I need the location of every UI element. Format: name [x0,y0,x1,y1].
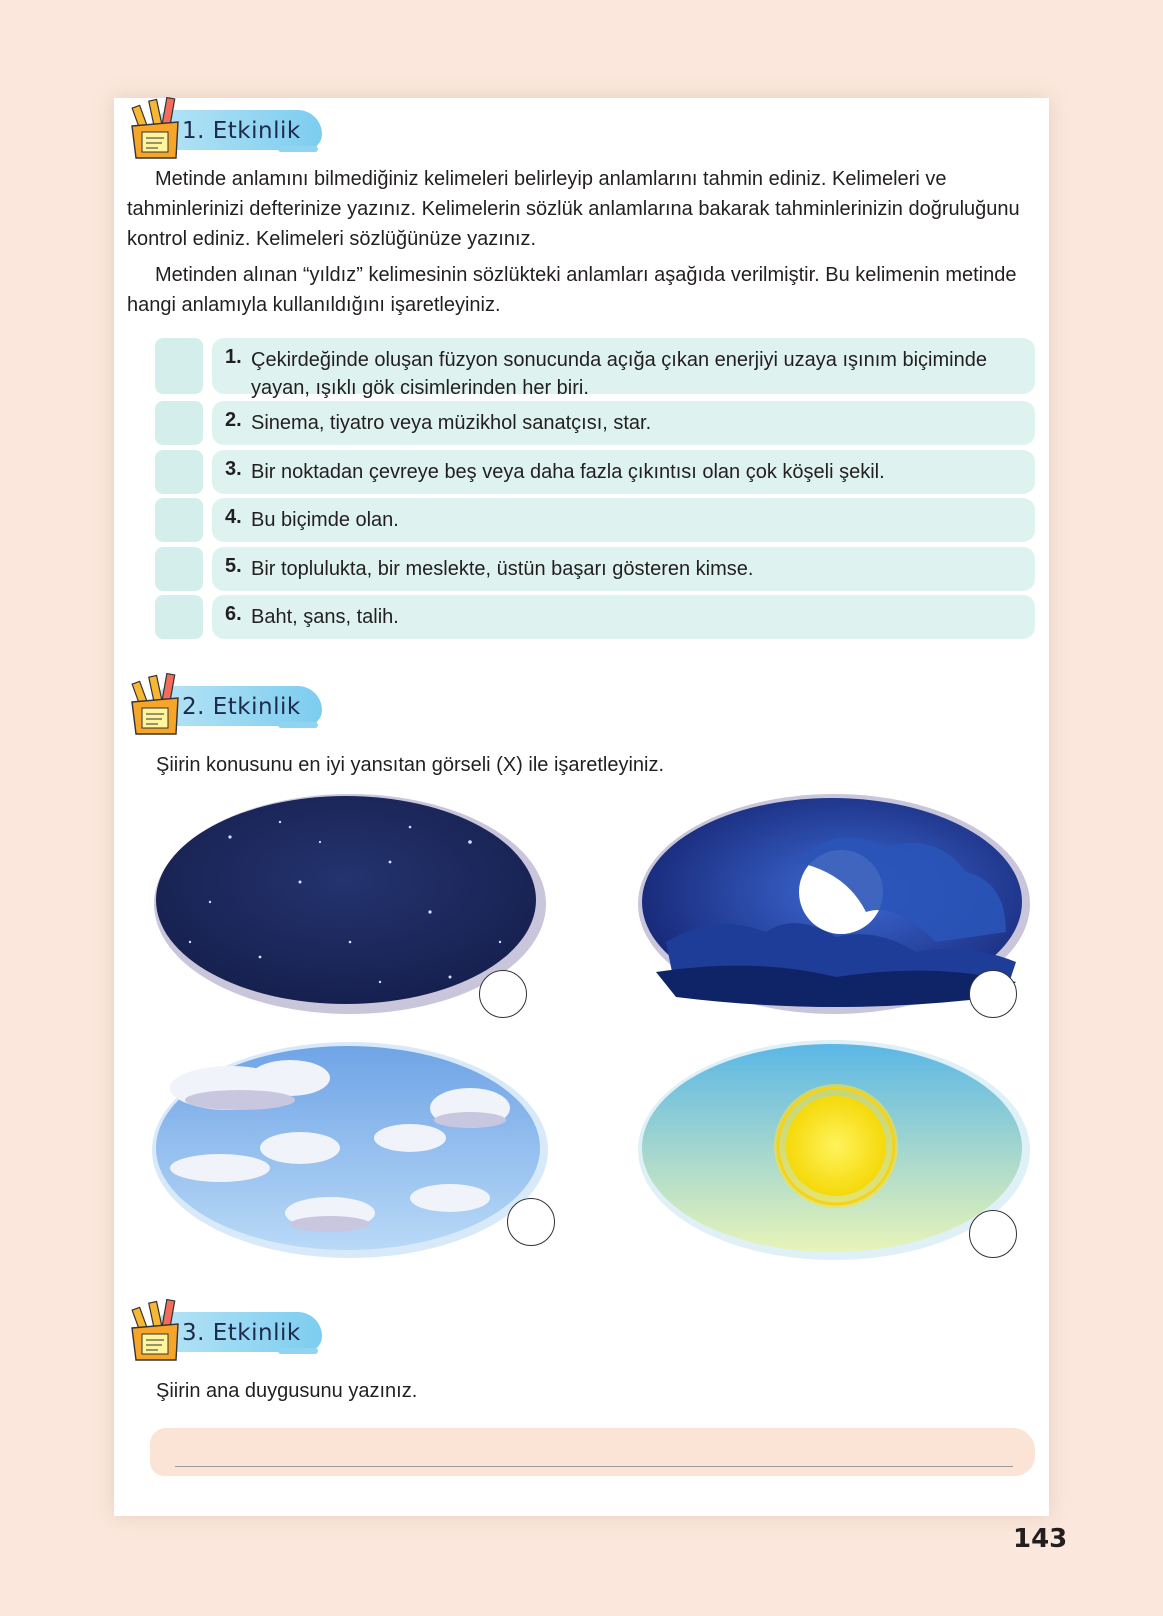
activity-1-header [128,96,328,162]
checkbox-3[interactable] [155,450,203,494]
activity-1-paragraph-2: Metinden alınan “yıldız” kelimesinin sözlükteki anlamları aşağıda verilmiştir. Bu kelimenin metinde hangi anlamıyla kullanıldığını işaretleyiniz. [127,264,1017,316]
meaning-row-6 [155,595,1035,639]
meaning-row-3 [155,450,1035,494]
meaning-row-4 [155,498,1035,542]
answer-circle-3[interactable] [507,1198,555,1246]
item-text: Bir toplulukta, bir meslekte, üstün başarı gösteren kimse. [251,558,754,580]
meaning-row-5 [155,547,1035,591]
item-text: Çekirdeğinde oluşan füzyon sonucunda açığa çıkan enerjiyi uzaya ışınım biçiminde yayan, ışıklı gök cisimlerinden her biri. [251,349,987,399]
checkbox-4[interactable] [155,498,203,542]
pencil-cup-icon [128,1298,188,1364]
answer-band [150,1428,1035,1476]
answer-circle-2[interactable] [969,970,1017,1018]
activity-2-title: 2. Etkinlik [182,694,301,720]
meaning-row-1 [155,338,1035,399]
banner-drops [278,1348,318,1354]
activity-1-title: 1. Etkinlik [182,118,301,144]
activity-3-instruction: Şiirin ana duygusunu yazınız. [156,1380,418,1402]
meaning-row-2 [155,401,1035,445]
page-number: 143 [1013,1524,1068,1554]
item-number: 1. [225,346,242,368]
answer-circle-1[interactable] [479,970,527,1018]
banner-drops [278,146,318,152]
item-text: Bir noktadan çevreye beş veya daha fazla çıkıntısı olan çok köşeli şekil. [251,461,885,483]
answer-circle-4[interactable] [969,1210,1017,1258]
day-clouds-image[interactable] [150,1038,560,1268]
item-text: Baht, şans, talih. [251,606,399,628]
item-number: 2. [225,409,242,431]
activity-2-header [128,672,328,738]
activity-2-instruction: Şiirin konusunu en iyi yansıtan görseli (X) ile işaretleyiniz. [156,754,665,776]
banner-drops [278,722,318,728]
item-text: Bu biçimde olan. [251,509,399,531]
pencil-cup-icon [128,672,188,738]
item-number: 6. [225,603,242,625]
item-number: 5. [225,555,242,577]
pencil-cup-icon [128,96,188,162]
answer-line[interactable] [175,1466,1013,1467]
activity-1-paragraph-1: Metinde anlamını bilmediğiniz kelimeleri belirleyip anlamlarını tahmin ediniz. Kelimeleri ve tahminlerinizi defterinize yazınız. Kelimelerin sözlük anlamlarına bakarak tahminlerinizin doğruluğunu kontrol ediniz. Kelimeleri sözlüğünüze yazınız. [127,168,1020,250]
item-number: 4. [225,506,242,528]
item-number: 3. [225,458,242,480]
checkbox-5[interactable] [155,547,203,591]
checkbox-6[interactable] [155,595,203,639]
checkbox-1[interactable] [155,338,203,394]
activity-3-title: 3. Etkinlik [182,1320,301,1346]
checkbox-2[interactable] [155,401,203,445]
item-text: Sinema, tiyatro veya müzikhol sanatçısı, star. [251,412,652,434]
activity-3-header [128,1298,328,1364]
